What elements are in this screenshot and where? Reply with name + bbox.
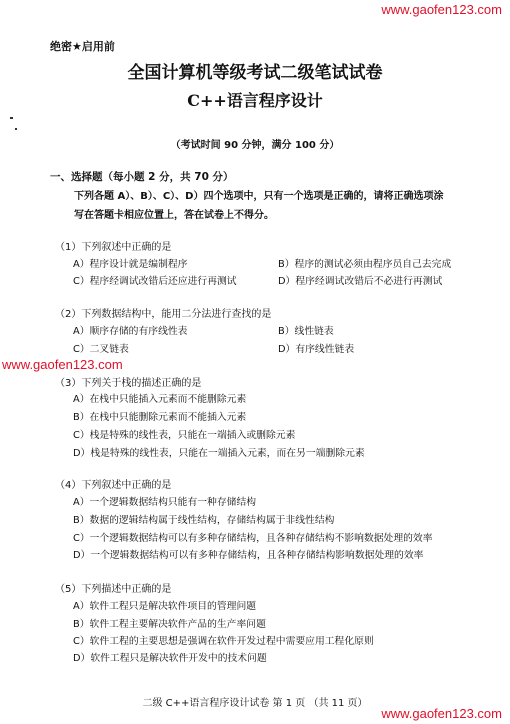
question-option: A）软件工程只是解决软件项目的管理问题	[73, 601, 257, 612]
question-option: A）顺序存储的有序线性表	[73, 326, 188, 337]
scan-speck	[15, 128, 17, 130]
question-stem: （3）下列关于栈的描述正确的是	[55, 378, 202, 389]
question-option: C）栈是特殊的线性表，只能在一端插入或删除元素	[73, 430, 296, 441]
section-instruction-line-1: 下列各题 A）、B）、C）、D）四个选项中，只有一个选项是正确的，请将正确选项涂	[74, 191, 444, 202]
exam-title: 全国计算机等级考试二级笔试试卷	[127, 63, 383, 83]
question-option: A）一个逻辑数据结构只能有一种存储结构	[73, 497, 257, 508]
page-footer: 二级 C++语言程序设计试卷 第 1 页 （共 11 页）	[142, 698, 368, 709]
question-option: D）程序经调试改错后不必进行再测试	[278, 276, 443, 287]
section-heading: 一、选择题（每小题 2 分，共 70 分）	[50, 171, 234, 183]
watermark-bottom: www.gaofen123.com	[381, 706, 502, 721]
question-stem: （1）下列叙述中正确的是	[55, 242, 172, 253]
question-option: A）程序设计就是编制程序	[73, 259, 188, 270]
watermark-top: www.gaofen123.com	[381, 2, 502, 17]
question-option: B）线性链表	[278, 326, 334, 337]
confidential-label: 绝密★启用前	[50, 40, 115, 53]
question-stem: （4）下列叙述中正确的是	[55, 480, 172, 491]
exam-subtitle: C++语言程序设计	[187, 91, 323, 110]
question-option: D）软件工程只是解决软件开发中的技术问题	[73, 653, 267, 664]
section-instruction-line-2: 写在答题卡相应位置上，答在试卷上不得分。	[74, 210, 274, 221]
question-option: B）程序的测试必须由程序员自己去完成	[278, 259, 452, 270]
question-option: C）程序经调试改错后还应进行再测试	[73, 276, 237, 287]
question-option: C）软件工程的主要思想是强调在软件开发过程中需要应用工程化原则	[73, 636, 374, 647]
question-stem: （5）下列描述中正确的是	[55, 584, 172, 595]
question-option: A）在栈中只能插入元素而不能删除元素	[73, 394, 247, 405]
question-option: D）栈是特殊的线性表，只能在一端插入元素，而在另一端删除元素	[73, 448, 365, 459]
question-option: C）二叉链表	[73, 344, 129, 355]
question-option: B）软件工程主要解决软件产品的生产率问题	[73, 619, 266, 630]
scan-speck	[10, 117, 13, 119]
question-stem: （2）下列数据结构中，能用二分法进行查找的是	[55, 309, 272, 320]
question-option: D）有序线性链表	[278, 344, 355, 355]
question-option: C）一个逻辑数据结构可以有多种存储结构，且各种存储结构不影响数据处理的效率	[73, 533, 433, 544]
question-option: B）数据的逻辑结构属于线性结构，存储结构属于非线性结构	[73, 515, 335, 526]
question-option: B）在栈中只能删除元素而不能插入元素	[73, 412, 247, 423]
question-option: D）一个逻辑数据结构可以有多种存储结构，且各种存储结构影响数据处理的效率	[73, 550, 424, 561]
watermark-middle: www.gaofen123.com	[2, 357, 123, 372]
exam-time-info: （考试时间 90 分钟，满分 100 分）	[170, 140, 340, 151]
